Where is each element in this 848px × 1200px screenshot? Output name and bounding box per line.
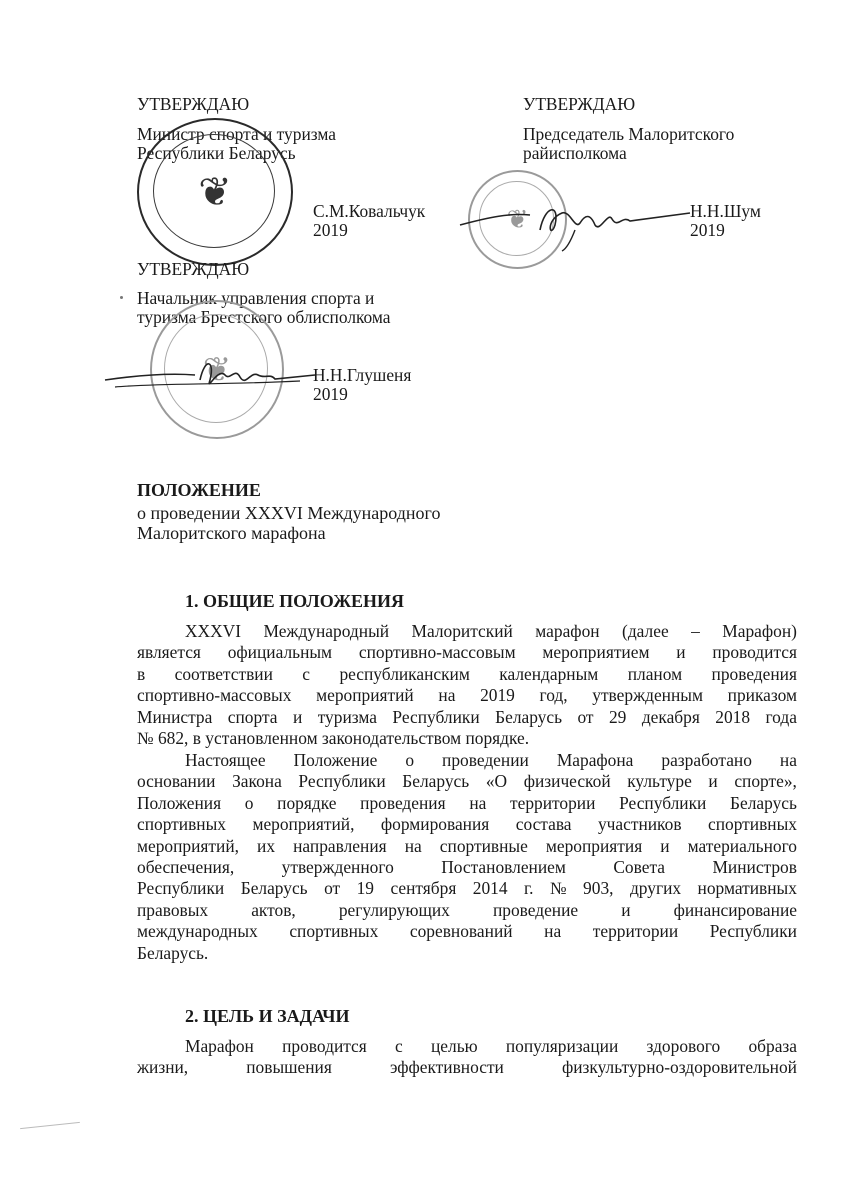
text-line: Беларусь. [137,942,209,963]
document-subtitle-line1: о проведении XXXVI Международного [137,503,441,523]
approval-bottom-left-heading: УТВЕРЖДАЮ [137,259,250,279]
text-line: является официальным спортивно-массовым мероприятием и проводится [137,642,797,663]
approval-top-right-name: Н.Н.Шум [690,201,761,221]
text-line: мероприятий, их направления на спортивные мероприятия и материального [137,835,797,856]
approval-top-right-position-line2: райисполкома [523,143,627,163]
official-seal-icon [137,118,293,266]
approval-top-right-year: 2019 [690,220,725,240]
text-line: правовых актов, регулирующих проведение и финансирование [137,899,797,920]
text-line: основании Закона Республики Беларусь «О физической культуре и спорте», [137,771,797,792]
text-line: Республики Беларусь от 19 сентября 2014 г. № 903, других нормативных [137,878,797,899]
approval-top-left-year: 2019 [313,220,348,240]
text-line: обеспечения, утвержденного Постановлением Совета Министров [137,857,797,878]
text-line: XXXVI Международный Малоритский марафон (далее – Марафон) [185,621,797,641]
text-line: Настоящее Положение о проведении Марафона разработано на [185,750,797,770]
text-line: международных спортивных соревнований на территории Республики [137,921,797,942]
approval-top-right-position-line1: Председатель Малоритского [523,124,735,144]
signature-icon [450,185,710,255]
section-1-paragraph-2 [137,750,797,964]
text-line: жизни, повышения эффективности физкультурно-оздоровительной [137,1057,797,1078]
scan-mark [20,1122,80,1129]
section-2-paragraph-1 [137,1036,797,1079]
section-2-heading: 2. ЦЕЛЬ И ЗАДАЧИ [185,1006,350,1026]
signature-icon [100,345,320,400]
coat-of-arms-icon: ❦ [202,351,232,389]
text-line: спортивно-массовых мероприятий на 2019 год, утвержденным приказом [137,685,797,706]
approval-top-left-position-line2: Республики Беларусь [137,143,296,163]
approval-top-left-name: С.М.Ковальчук [313,201,426,221]
text-line: в соответствии с республиканским календарным планом проведения [137,663,797,684]
document-subtitle-line2: Малоритского марафона [137,523,326,543]
coat-of-arms-icon: ❦ [198,169,232,215]
section-1-heading: 1. ОБЩИЕ ПОЛОЖЕНИЯ [185,591,405,611]
approval-bottom-left-name: Н.Н.Глушеня [313,365,412,385]
text-line: Министра спорта и туризма Республики Беларусь от 29 декабря 2018 года [137,706,797,727]
section-1-paragraph-1 [137,621,797,749]
scan-speck [120,296,123,299]
approval-bottom-left-position-line1: Начальник управления спорта и [137,288,375,308]
text-line: Положения о порядке проведения на территории Республики Беларусь [137,792,797,813]
approval-bottom-left-year: 2019 [313,384,348,404]
document-title: ПОЛОЖЕНИЕ [137,480,261,500]
coat-of-arms-icon: ❦ [506,204,529,234]
approval-bottom-left-position-line2: туризма Брестского облисполкома [137,307,391,327]
approval-top-left-heading: УТВЕРЖДАЮ [137,94,250,114]
text-line: Марафон проводится с целью популяризации здорового образа [185,1036,797,1056]
approval-top-left-position-line1: Министр спорта и туризма [137,124,336,144]
text-line: № 682, в установленном законодательством порядке. [137,728,530,749]
text-line: спортивных мероприятий, формирования состава участников спортивных [137,814,797,835]
approval-top-right-heading: УТВЕРЖДАЮ [523,94,636,114]
